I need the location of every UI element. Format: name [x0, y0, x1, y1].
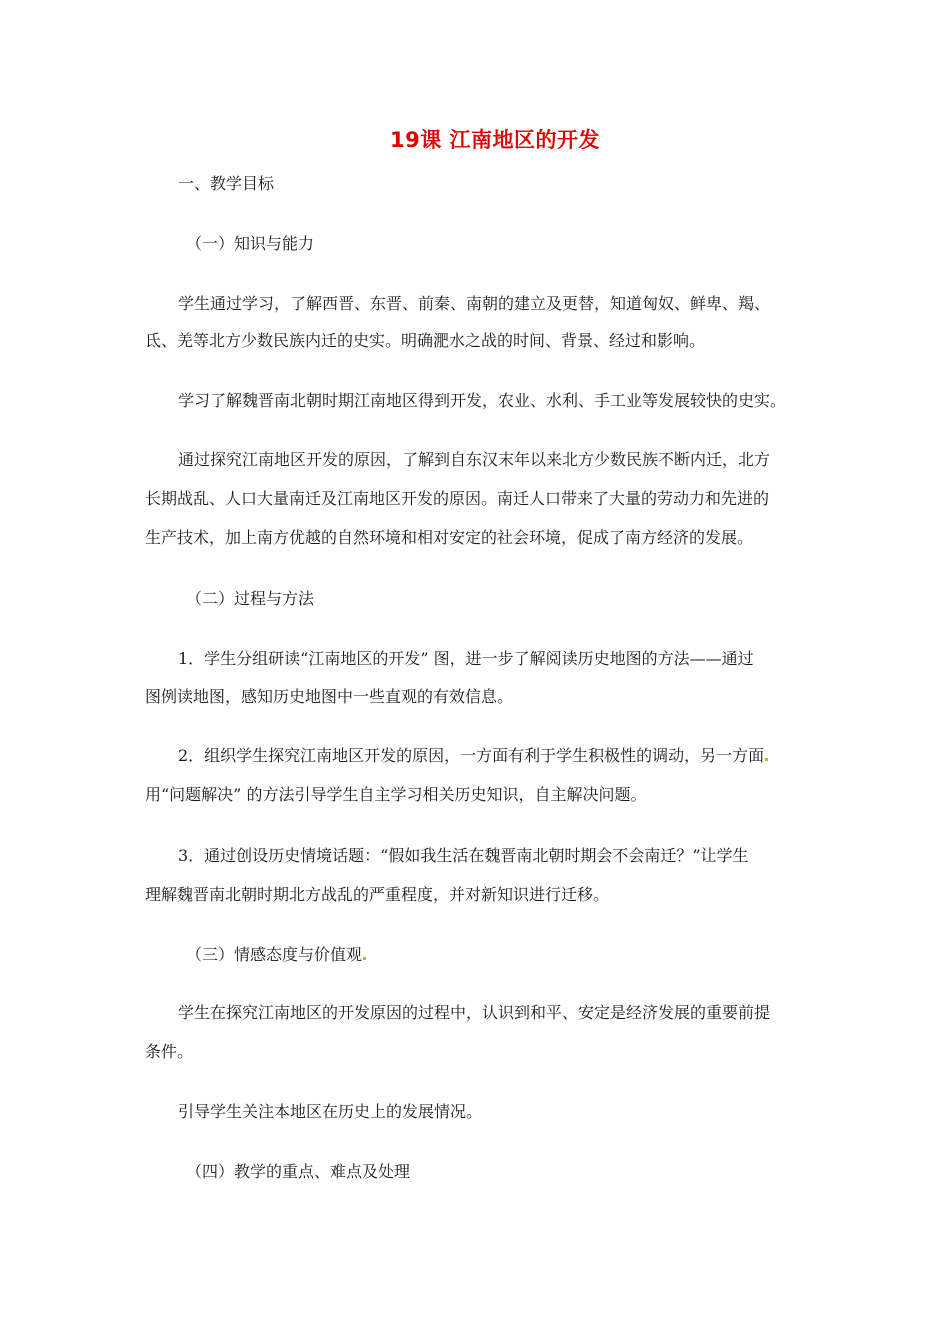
subheading-knowledge-ability: （一）知识与能力: [186, 234, 315, 253]
paragraph-8-line-1: 引导学生关注本地区在历史上的发展情况。: [178, 1102, 483, 1121]
subheading-emotion-values-text: （三）情感态度与价值观: [186, 945, 363, 964]
paragraph-4-line-2: 图例读地图，感知历史地图中一些直观的有效信息。: [145, 687, 514, 706]
subheading-key-points: （四）教学的重点、难点及处理: [186, 1162, 411, 1181]
paragraph-5-line-1-text: 2．组织学生探究江南地区开发的原因，一方面有利于学生积极性的调动，另一方面: [178, 746, 765, 765]
subheading-process-method: （二）过程与方法: [186, 589, 315, 608]
paragraph-5-line-1: [178, 745, 768, 767]
subheading-emotion-values: [186, 944, 366, 966]
paragraph-1-line-2: 氐、羌等北方少数民族内迁的史实。明确淝水之战的时间、背景、经过和影响。: [145, 331, 706, 350]
annotation-mark: [765, 758, 768, 761]
annotation-mark: [363, 957, 366, 960]
paragraph-7-line-1: 学生在探究江南地区的开发原因的过程中，认识到和平、安定是经济发展的重要前提: [178, 1003, 771, 1022]
paragraph-7-line-2: 条件。: [145, 1042, 194, 1061]
paragraph-3-line-2: 长期战乱、人口大量南迁及江南地区开发的原因。南迁人口带来了大量的劳动力和先进的: [145, 489, 770, 508]
paragraph-5-line-2: 用“问题解决” 的方法引导学生自主学习相关历史知识，自主解决问题。: [145, 785, 647, 804]
paragraph-1-line-1: 学生通过学习，了解西晋、东晋、前秦、南朝的建立及更替，知道匈奴、鲜卑、羯、: [178, 294, 771, 313]
section-heading-teaching-objectives: 一、教学目标: [178, 174, 275, 193]
paragraph-6-line-2: 理解魏晋南北朝时期北方战乱的严重程度，并对新知识进行迁移。: [145, 885, 610, 904]
paragraph-3-line-3: 生产技术，加上南方优越的自然环境和相对安定的社会环境，促成了南方经济的发展。: [145, 528, 754, 547]
paragraph-4-line-1: 1．学生分组研读“江南地区的开发” 图，进一步了解阅读历史地图的方法——通过: [178, 649, 754, 668]
paragraph-6-line-1: 3．通过创设历史情境话题：“假如我生活在魏晋南北朝时期会不会南迁？”让学生: [178, 846, 749, 865]
paragraph-2-line-1: 学习了解魏晋南北朝时期江南地区得到开发，农业、水利、手工业等发展较快的史实。: [178, 391, 787, 410]
document-title: 19课 江南地区的开发: [389, 128, 601, 152]
paragraph-3-line-1: 通过探究江南地区开发的原因，了解到自东汉末年以来北方少数民族不断内迁，北方: [178, 450, 771, 469]
